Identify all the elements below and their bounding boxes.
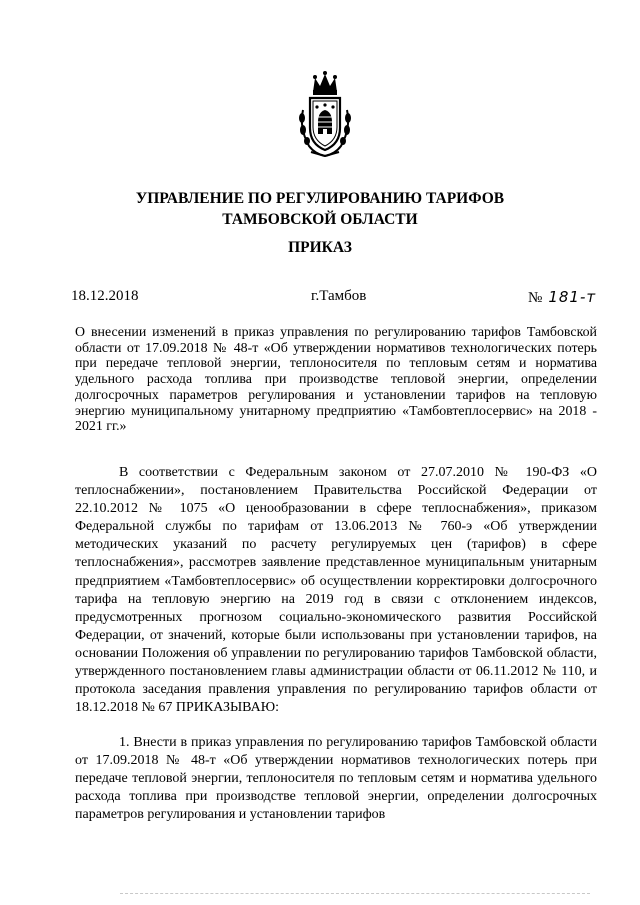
coat-of-arms-emblem [295, 70, 355, 160]
document-type-heading: ПРИКАЗ [288, 239, 352, 256]
organization-title-line-1: УПРАВЛЕНИЕ ПО РЕГУЛИРОВАНИЮ ТАРИФОВ [135, 190, 505, 207]
preamble-paragraph: В соответствии с Федеральным законом от 27.07.2010 № 190-ФЗ «О теплоснабжении», постановлением Правительства Российской Федерации от 22.10.2012 № 1075 «О ценообразовании в сфере теплоснабжения», приказом Федеральной службы по тарифам от 13.06.2013 № 760-э «Об утверждении методических указаний по расчету регулируемых цен (тарифов) в сфере теплоснабжения», рассмотрев заявление представленное муниципальным унитарным предприятием «Тамбовтеплосервис» об осуществлении корректировки долгосрочного тарифа на тепловую энергию на 2019 год в связи с отклонением индексов, предусмотренных прогнозом социально-экономического развития Российской Федерации, от значений, которые были использованы при установлении тарифов, на основании Положения об управлении по регулированию тарифов Тамбовской области, утвержденного постановлением главы администрации области от 06.11.2012 № 110, и протокола заседания правления управления по регулированию тарифов области от 18.12.2018 № 67 ПРИКАЗЫВАЮ: [75, 465, 597, 716]
order-subject: О внесении изменений в приказ управления по регулированию тарифов Тамбовской области от 17.09.2018 № 48-т «Об утверждении нормативов технологических потерь при передаче тепловой энергии, теплоносителя по тепловым сетям и норматива удельного расхода топлива при производстве тепловой энергии, определении долгосрочных параметров регулирования и установлении тарифов на тепловую энергию муниципальному унитарному предприятию «Тамбовтеплосервис» на 2018 - 2021 гг.» [75, 325, 597, 435]
order-number-label: № [528, 290, 543, 306]
order-date: 18.12.2018 [71, 288, 139, 304]
organization-title [60, 188, 580, 230]
organization-title-line-2: ТАМБОВСКОЙ ОБЛАСТИ [222, 211, 418, 228]
order-city: г.Тамбов [311, 288, 367, 304]
order-number [528, 288, 596, 307]
order-number-handwritten: 181-т [548, 288, 597, 306]
coat-of-arms-icon [295, 70, 355, 160]
clause-1-paragraph: 1. Внести в приказ управления по регулированию тарифов Тамбовской области от 17.09.2018 № 48-т «Об утверждении нормативов технологических потерь при передаче тепловой энергии, теплоносителя по тепловым сетям и норматива удельного расхода топлива при производстве тепловой энергии, определении долгосрочных параметров регулирования и установлении тарифов [75, 735, 597, 823]
scan-edge-divider [120, 893, 590, 894]
